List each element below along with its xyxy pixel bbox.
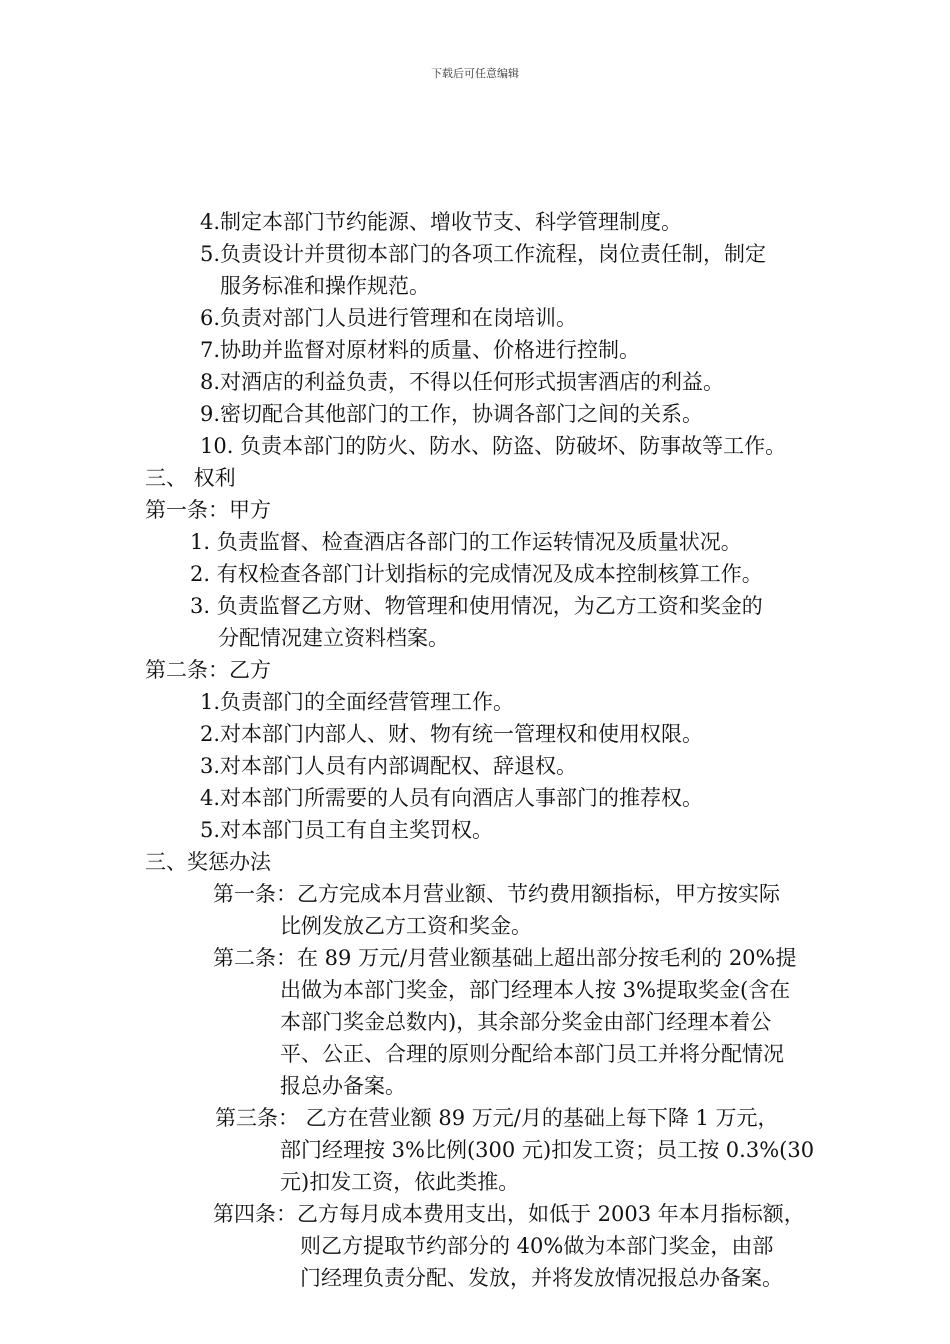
reward-article-3-cont-2: 元)扣发工资，依此类推。 <box>280 1170 520 1194</box>
duty-item-9: 9.密切配合其他部门的工作，协调各部门之间的关系。 <box>200 402 704 426</box>
duty-item-5: 5.负责设计并贯彻本部门的各项工作流程，岗位责任制，制定 <box>200 242 767 266</box>
section-reward-heading: 三、奖惩办法 <box>145 850 271 874</box>
duty-item-8: 8.对酒店的利益负责，不得以任何形式损害酒店的利益。 <box>200 370 725 394</box>
reward-article-2-cont-2: 本部门奖金总数内)，其余部分奖金由部门经理本着公 <box>280 1010 772 1034</box>
party-b-right-1: 1.负责部门的全面经营管理工作。 <box>200 690 515 714</box>
party-a-right-1: 1. 负责监督、检查酒店各部门的工作运转情况及质量状况。 <box>190 530 742 554</box>
reward-article-1: 第一条：乙方完成本月营业额、节约费用额指标，甲方按实际 <box>213 882 780 906</box>
reward-article-3: 第三条： 乙方在营业额 89 万元/月的基础上每下降 1 万元， <box>215 1106 779 1130</box>
reward-article-1-cont: 比例发放乙方工资和奖金。 <box>280 914 532 938</box>
duty-item-4: 4.制定本部门节约能源、增收节支、科学管理制度。 <box>200 210 683 234</box>
reward-article-2-cont-3: 平、公正、合理的原则分配给本部门员工并将分配情况 <box>280 1042 784 1066</box>
party-a-right-3-cont: 分配情况建立资料档案。 <box>218 626 449 650</box>
section-rights-heading: 三、 权利 <box>145 466 236 490</box>
reward-article-4: 第四条：乙方每月成本费用支出，如低于 2003 年本月指标额， <box>213 1202 805 1226</box>
duty-item-7: 7.协助并监督对原材料的质量、价格进行控制。 <box>200 338 641 362</box>
reward-article-4-cont-1: 则乙方提取节约部分的 40%做为本部门奖金，由部 <box>300 1234 774 1258</box>
party-b-right-4: 4.对本部门所需要的人员有向酒店人事部门的推荐权。 <box>200 786 704 810</box>
reward-article-3-cont-1: 部门经理按 3%比例(300 元)扣发工资；员工按 0.3%(30 <box>280 1138 815 1162</box>
reward-article-2: 第二条：在 89 万元/月营业额基础上超出部分按毛利的 20%提 <box>213 946 797 970</box>
duty-item-6: 6.负责对部门人员进行管理和在岗培训。 <box>200 306 578 330</box>
party-a-right-2: 2. 有权检查各部门计划指标的完成情况及成本控制核算工作。 <box>190 562 763 586</box>
party-b-right-3: 3.对本部门人员有内部调配权、辞退权。 <box>200 754 578 778</box>
article-2-party-b: 第二条：乙方 <box>145 658 271 682</box>
page-header: 下载后可任意编辑 <box>431 67 519 80</box>
duty-item-5-cont: 服务标准和操作规范。 <box>220 274 430 298</box>
reward-article-4-cont-2: 门经理负责分配、发放，并将发放情况报总办备案。 <box>300 1266 783 1290</box>
article-1-party-a: 第一条：甲方 <box>145 498 271 522</box>
duty-item-10: 10. 负责本部门的防火、防水、防盗、防破坏、防事故等工作。 <box>200 434 787 458</box>
reward-article-2-cont-1: 出做为本部门奖金，部门经理本人按 3%提取奖金(含在 <box>280 978 791 1002</box>
party-b-right-2: 2.对本部门内部人、财、物有统一管理权和使用权限。 <box>200 722 704 746</box>
party-b-right-5: 5.对本部门员工有自主奖罚权。 <box>200 818 494 842</box>
reward-article-2-cont-4: 报总办备案。 <box>280 1074 406 1098</box>
party-a-right-3: 3. 负责监督乙方财、物管理和使用情况，为乙方工资和奖金的 <box>190 594 763 618</box>
